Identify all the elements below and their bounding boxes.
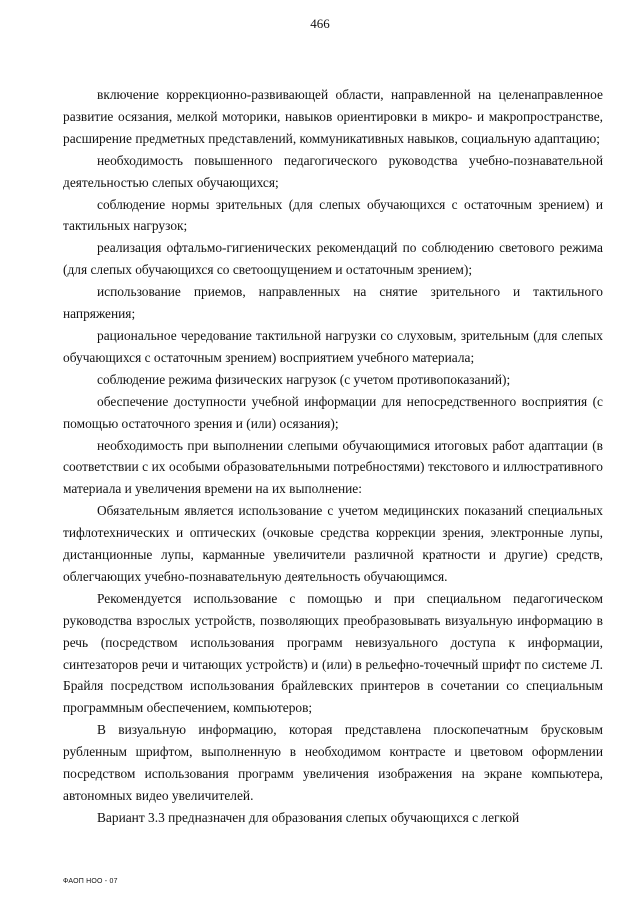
paragraph: включение коррекционно-развивающей области, направленной на целенаправленное развитие осязания, мелкой моторики, навыков ориентировки в микро- и макропространстве, расширение предметных представлений, коммуникативных навыков, социальную адаптацию; (63, 87, 603, 146)
paragraph: Вариант 3.3 предназначен для образования слепых обучающихся с легкой (97, 809, 520, 825)
paragraph: соблюдение режима физических нагрузок (с учетом противопоказаний); (97, 371, 511, 387)
footer-code: ФАОП НОО - 07 (63, 878, 118, 885)
paragraph: обеспечение доступности учебной информации для непосредственного восприятия (с помощью остаточного зрения и (или) осязания); (63, 393, 603, 431)
paragraph: Обязательным является использование с учетом медицинских показаний специальных тифлотехнических и оптических (очковые средства коррекции зрения, электронные лупы, дистанционные лупы, карманные увеличители различной кратности и другие) средств, облегчающих учебно-познавательную деятельность обучающимся. (63, 503, 603, 584)
paragraph: соблюдение нормы зрительных (для слепых обучающихся с остаточным зрением) и тактильных нагрузок; (63, 196, 603, 234)
page-number: 466 (310, 16, 330, 31)
paragraph: рациональное чередование тактильной нагрузки со слуховым, зрительным (для слепых обучающихся с остаточным зрением) восприятием учебного материала; (63, 327, 603, 365)
paragraph: В визуальную информацию, которая представлена плоскопечатным брусковым рубленным шрифтом, выполненную в необходимом контрасте и цветовом оформлении посредством использования программ увеличения изображения на экране компьютера, автономных видео увеличителей. (63, 722, 603, 803)
body-text (63, 84, 603, 829)
paragraph: необходимость при выполнении слепыми обучающимися итоговых работ адаптации (в соответствии с их особыми образовательными потребностями) текстового и иллюстративного материала и увеличения времени на их выполнение: (63, 437, 603, 497)
paragraph: использование приемов, направленных на снятие зрительного и тактильного напряжения; (63, 284, 603, 322)
paragraph: Рекомендуется использование с помощью и при специальном педагогическом руководства взрослых устройств, позволяющих преобразовывать визуальную информацию в речь (посредством использования программ невизуального доступа к информации, синтезаторов речи и читающих устройств) и (или) в рельефно-точечный шрифт по системе Л. Брайля посредством использования брайлевских принтеров в сочетании со специальным программным обеспечением, компьютеров; (63, 590, 603, 716)
paragraph: необходимость повышенного педагогического руководства учебно-познавательной деятельностью слепых обучающихся; (63, 152, 603, 190)
paragraph: реализация офтальмо-гигиенических рекомендаций по соблюдению светового режима (для слепых обучающихся со светоощущением и остаточным зрением); (63, 240, 603, 278)
